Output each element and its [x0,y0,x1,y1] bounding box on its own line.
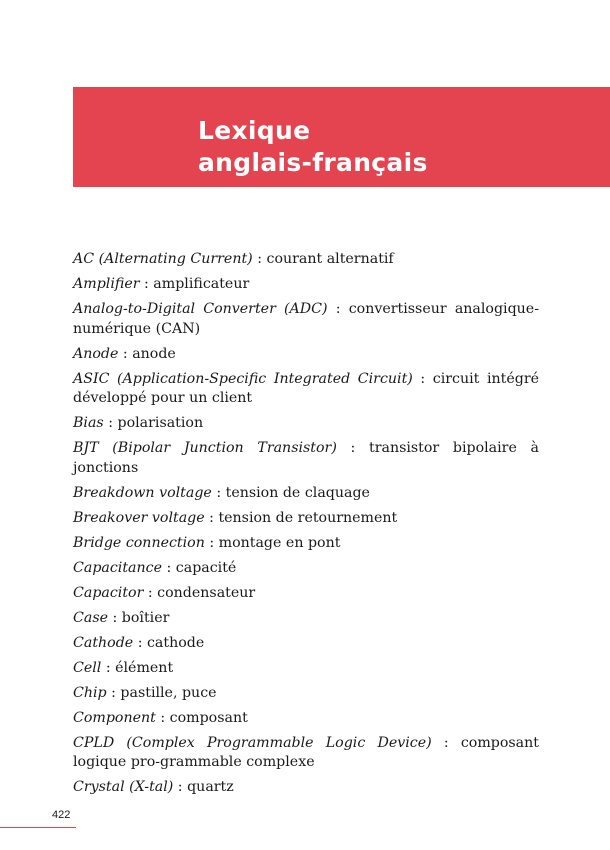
entry-term: Amplifier [73,276,140,292]
entry-term: ASIC (Application-Specific Integrated Circuit) [73,370,413,387]
glossary-entry [73,559,539,579]
glossary-entry [73,414,539,434]
glossary-entry [73,250,539,270]
glossary-entry [73,370,539,409]
glossary-entry [73,509,539,529]
glossary-entry [73,609,539,629]
entry-definition: : cathode [133,634,205,651]
entry-definition: : condensateur [143,584,256,601]
entry-term: Capacitor [73,584,144,601]
entry-term: Breakdown voltage [73,484,212,501]
entry-definition: : courant alternatif [252,251,394,267]
glossary-entry [73,534,539,554]
page-title [198,115,428,179]
glossary-entry [73,584,539,604]
page-title-line-1: Lexique [198,116,311,145]
entry-definition: : capacité [161,559,237,576]
entry-definition: : amplificateur [139,276,250,292]
header-band [73,87,610,187]
entry-definition: : tension de claquage [211,484,370,501]
entry-term: Capacitance [73,559,162,576]
entry-term: Cathode [73,634,134,651]
entry-term: CPLD (Complex Programmable Logic Device) [73,734,432,751]
glossary-entry [73,634,539,654]
page-number: 422 [52,809,71,821]
entry-term: Anode [73,345,119,362]
footer-rule [0,827,76,828]
glossary-entry [73,659,539,679]
entry-definition: : pastille, puce [106,684,217,701]
entry-definition: : composant logique pro-grammable complexe [73,734,539,770]
entry-term: Chip [73,684,107,701]
entry-definition: : quartz [173,779,234,795]
entry-term: Bias [73,415,104,431]
entry-term: Case [73,609,108,626]
glossary-entry [73,709,539,729]
entry-definition: : convertisseur analogique-numérique (CAN) [73,301,539,337]
entry-definition: : anode [118,345,176,362]
entry-definition: : élément [101,659,174,676]
entry-definition: : polarisation [103,415,204,431]
entry-term: Cell [73,659,102,676]
glossary-entry [73,484,539,504]
entry-term: Bridge connection [73,534,205,551]
glossary-entry [73,439,539,478]
entry-definition: : boîtier [108,609,170,626]
entry-term: BJT (Bipolar Junction Transistor) [73,440,337,456]
entry-term: Component [73,709,156,726]
entry-definition: : tension de retournement [204,509,398,526]
glossary-entry [73,345,539,365]
entry-definition: : montage en pont [204,534,341,551]
glossary-entry [73,275,539,295]
glossary-entry [73,684,539,704]
entry-term: Analog-to-Digital Converter (ADC) [73,301,328,317]
entry-term: Crystal (X-tal) [73,779,174,795]
glossary-list [73,250,539,803]
glossary-entry [73,778,539,798]
entry-term: AC (Alternating Current) [73,251,253,267]
entry-definition: : composant [155,709,248,726]
page-title-line-2: anglais-français [198,148,428,177]
entry-term: Breakover voltage [73,509,205,526]
entry-definition: : transistor bipolaire à jonctions [73,440,539,476]
glossary-entry [73,734,539,773]
entry-definition: : circuit intégré développé pour un client [73,370,539,406]
glossary-entry [73,300,539,339]
